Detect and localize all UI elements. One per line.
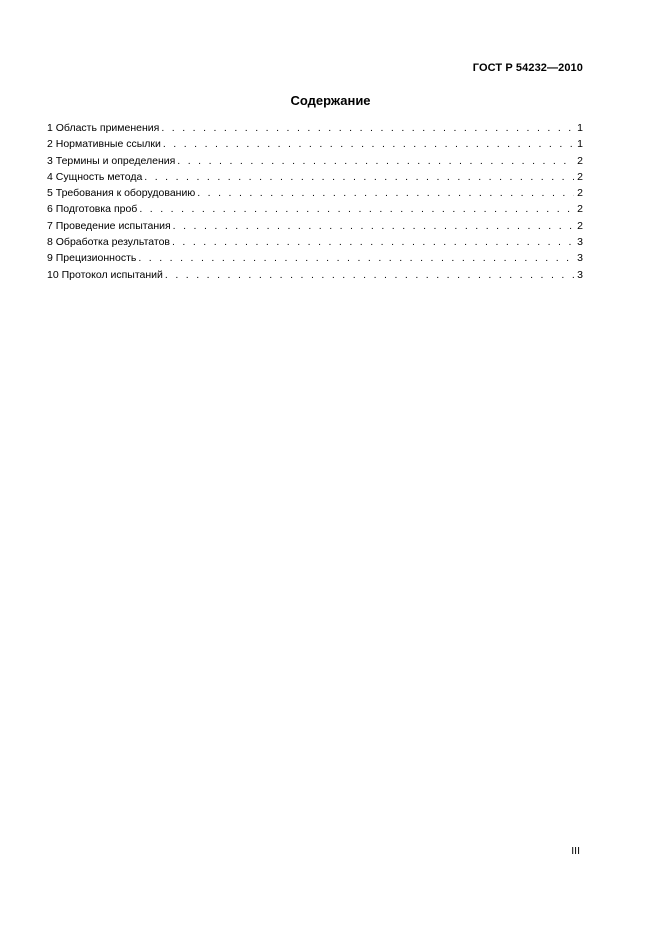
toc-dot-leader bbox=[144, 169, 574, 185]
toc-entry-label: 10 Протокол испытаний bbox=[47, 268, 163, 281]
toc-entry[interactable] bbox=[47, 153, 583, 169]
toc-entry-page: 3 bbox=[577, 268, 583, 281]
toc-entry-page: 2 bbox=[577, 203, 583, 216]
toc-dot-leader bbox=[172, 234, 574, 250]
toc-dot-leader bbox=[161, 120, 574, 136]
toc-dot-leader bbox=[165, 267, 574, 283]
toc-dot-leader bbox=[197, 185, 574, 201]
toc-entry-page: 2 bbox=[577, 154, 583, 167]
toc-entry-label: 8 Обработка результатов bbox=[47, 236, 170, 249]
toc-entry-page: 2 bbox=[577, 187, 583, 200]
toc-entry-label: 5 Требования к оборудованию bbox=[47, 187, 196, 200]
toc-list bbox=[47, 120, 583, 283]
toc-entry-label: 1 Область применения bbox=[47, 122, 160, 134]
toc-entry-page: 1 bbox=[577, 122, 583, 134]
toc-entry[interactable] bbox=[47, 136, 583, 152]
toc-entry-page: 1 bbox=[577, 138, 583, 151]
toc-entry-label: 4 Сущность метода bbox=[47, 170, 143, 183]
toc-entry-label: 7 Проведение испытания bbox=[47, 219, 171, 232]
toc-dot-leader bbox=[177, 153, 574, 169]
page-number: III bbox=[571, 845, 580, 857]
toc-title: Содержание bbox=[290, 93, 371, 108]
toc-entry-label: 3 Термины и определения bbox=[47, 154, 176, 167]
toc-entry-page: 3 bbox=[577, 252, 583, 265]
toc-entry[interactable] bbox=[47, 218, 583, 234]
toc-entry[interactable] bbox=[47, 250, 583, 266]
toc-dot-leader bbox=[173, 218, 574, 234]
toc-dot-leader bbox=[163, 136, 574, 152]
toc-entry-label: 6 Подготовка проб bbox=[47, 203, 138, 216]
toc-dot-leader bbox=[138, 250, 574, 266]
toc-dot-leader bbox=[139, 201, 574, 217]
toc-entry-page: 2 bbox=[577, 219, 583, 232]
toc-entry[interactable] bbox=[47, 120, 583, 136]
toc-entry[interactable] bbox=[47, 185, 583, 201]
toc-entry[interactable] bbox=[47, 169, 583, 185]
toc-entry-label: 9 Прецизионность bbox=[47, 252, 137, 265]
toc-entry-page: 2 bbox=[577, 170, 583, 183]
toc-entry-page: 3 bbox=[577, 236, 583, 249]
document-code: ГОСТ Р 54232—2010 bbox=[472, 62, 583, 74]
toc-entry[interactable] bbox=[47, 201, 583, 217]
toc-entry-label: 2 Нормативные ссылки bbox=[47, 138, 161, 151]
toc-entry[interactable] bbox=[47, 234, 583, 250]
toc-entry[interactable] bbox=[47, 267, 583, 283]
